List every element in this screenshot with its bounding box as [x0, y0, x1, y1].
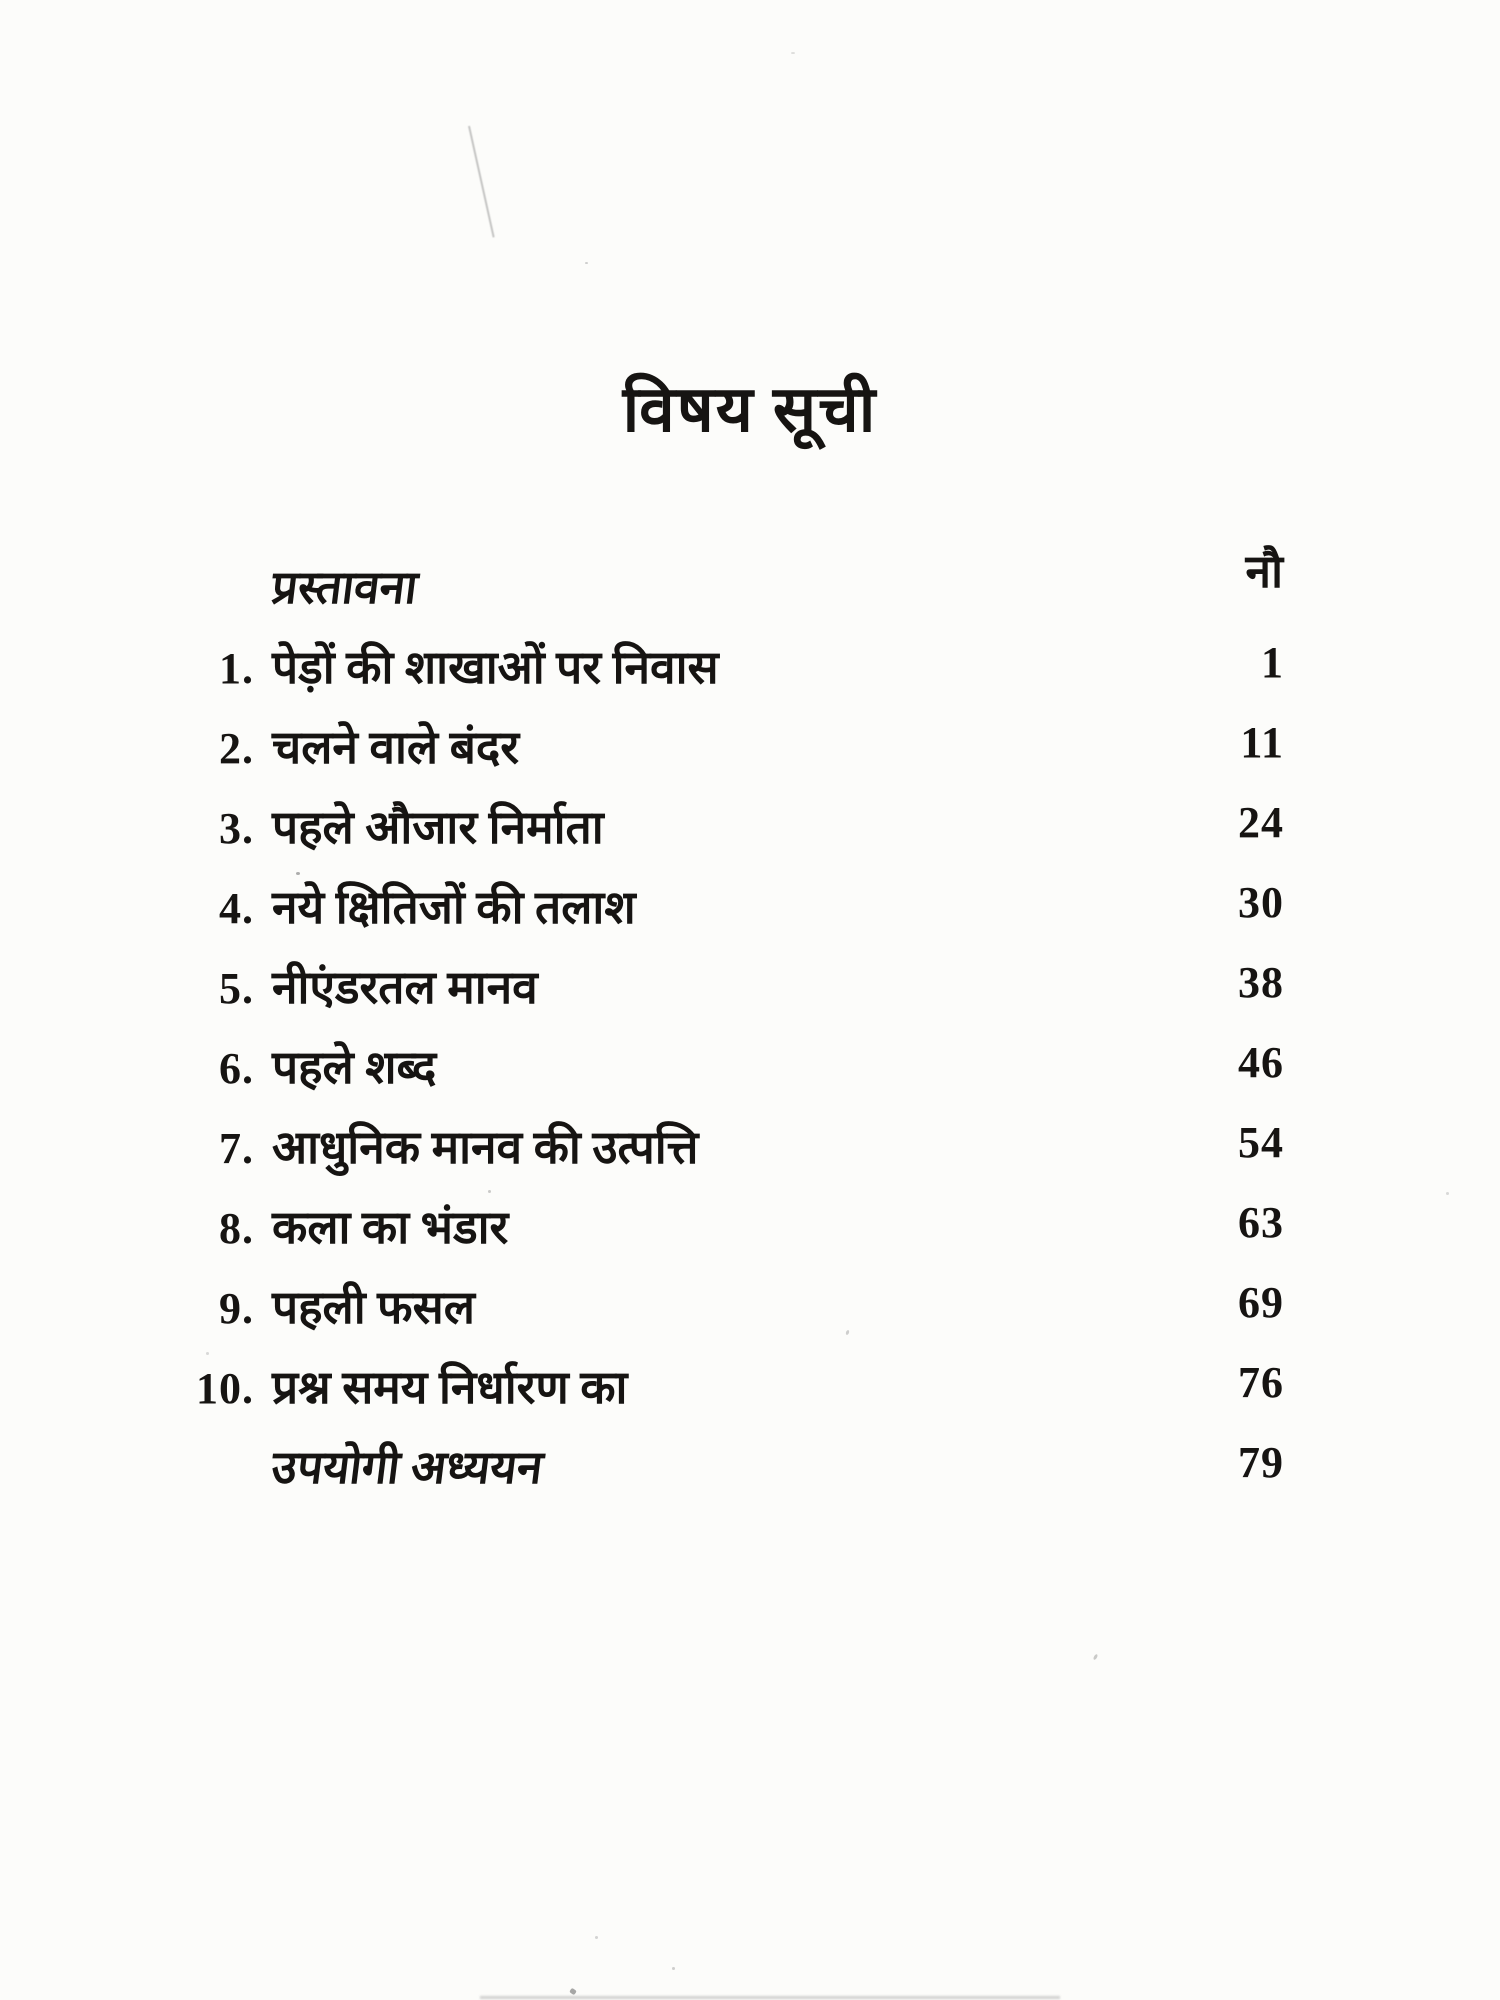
toc-row	[196, 1108, 1284, 1188]
toc-entry-page: 76	[1238, 1357, 1284, 1407]
toc-entry-page: 69	[1238, 1277, 1284, 1327]
toc-entry-page: 38	[1238, 957, 1284, 1007]
toc-entry-page: नौ	[1245, 546, 1284, 597]
scan-edge-smear	[480, 1996, 1060, 1999]
scan-speck	[672, 1967, 675, 1970]
toc-row-preface	[196, 548, 1284, 628]
toc-entry-page: 11	[1240, 717, 1284, 767]
toc-entry-title: पहले शब्द	[272, 1042, 437, 1093]
toc-row	[196, 1268, 1284, 1348]
toc-entry-title: चलने वाले बंदर	[272, 722, 520, 773]
toc-row	[196, 1188, 1284, 1268]
toc-entry-number: 6.	[219, 1043, 254, 1093]
toc-entry-number: 8.	[219, 1203, 254, 1253]
toc-row	[196, 948, 1284, 1028]
toc-entry-title: पेड़ों की शाखाओं पर निवास	[272, 642, 719, 693]
toc-entry-title: पहली फसल	[272, 1282, 475, 1333]
page-title: विषय सूची	[622, 373, 878, 445]
scan-speck	[1446, 1192, 1449, 1195]
toc-entry-title: प्रश्न समय निर्धारण का	[272, 1362, 628, 1413]
scan-scratch-mark	[468, 126, 495, 238]
toc-row	[196, 868, 1284, 948]
toc-row	[196, 1348, 1284, 1428]
toc-row	[196, 1028, 1284, 1108]
toc-row	[196, 628, 1284, 708]
toc-entry-number: 7.	[219, 1123, 254, 1173]
toc-entry-number: 3.	[219, 803, 254, 853]
toc-entry-title: प्रस्तावना	[268, 562, 421, 613]
toc-entry-title: नये क्षितिजों की तलाश	[272, 882, 636, 933]
toc-entry-title: उपयोगी अध्ययन	[268, 1442, 546, 1493]
scan-speck	[1093, 1654, 1099, 1661]
toc-row	[196, 788, 1284, 868]
toc-entry-number: 4.	[219, 883, 254, 933]
scan-speck	[585, 262, 588, 264]
toc-entry-page: 46	[1238, 1037, 1284, 1087]
scan-speck	[595, 1936, 598, 1939]
toc-entry-title: पहले औजार निर्माता	[272, 802, 604, 853]
scan-speck	[791, 52, 795, 54]
toc-entry-page: 30	[1238, 877, 1284, 927]
toc-entry-title: नीएंडरतल मानव	[272, 962, 538, 1013]
toc-entry-number: 2.	[219, 723, 254, 773]
scan-speck	[569, 1988, 577, 1996]
toc-entry-number: 10.	[196, 1363, 254, 1413]
toc-entry-title: कला का भंडार	[272, 1202, 509, 1253]
toc-entry-number: 9.	[219, 1283, 254, 1333]
toc-entry-page: 63	[1238, 1197, 1284, 1247]
toc-entry-page: 1	[1261, 637, 1284, 687]
toc-row-useful-studies	[196, 1428, 1284, 1508]
toc-row	[196, 708, 1284, 788]
table-of-contents	[196, 548, 1284, 1508]
toc-entry-page: 54	[1238, 1117, 1284, 1167]
toc-entry-title: आधुनिक मानव की उत्पत्ति	[272, 1122, 699, 1173]
toc-entry-number: 5.	[219, 963, 254, 1013]
toc-entry-page: 24	[1238, 797, 1284, 847]
toc-entry-page: 79	[1238, 1437, 1284, 1487]
toc-entry-number: 1.	[219, 643, 254, 693]
